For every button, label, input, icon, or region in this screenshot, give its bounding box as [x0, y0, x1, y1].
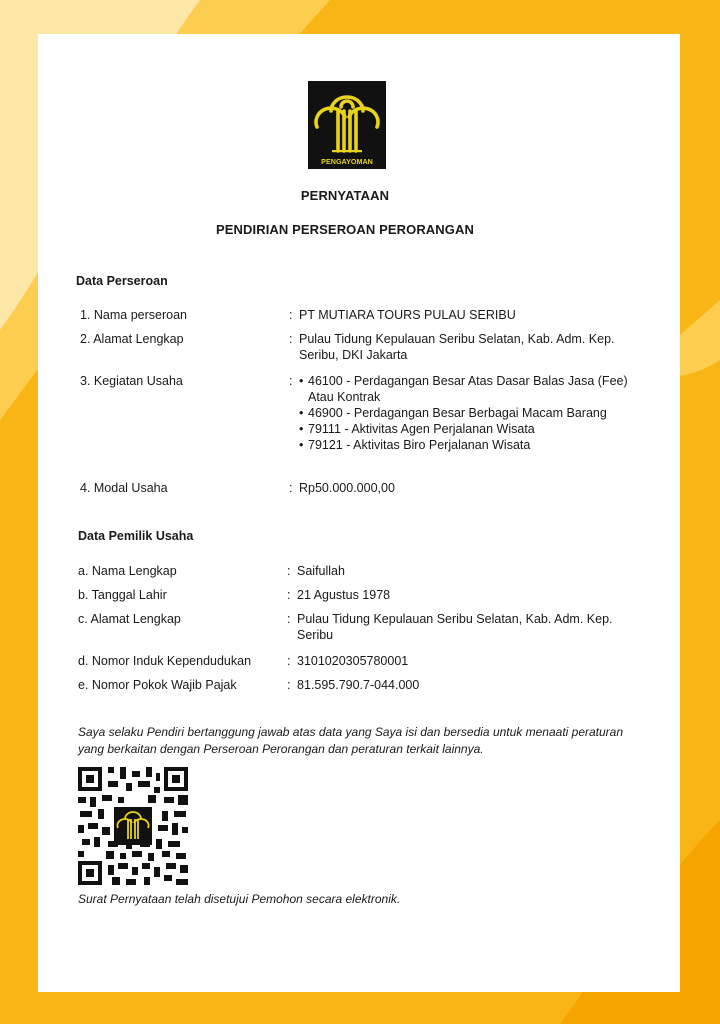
electronic-approval-note: Surat Pernyataan telah disetujui Pemohon secara elektronik.	[78, 892, 401, 906]
owner-name-label: a. Nama Lengkap	[78, 564, 177, 578]
owner-section-title: Data Pemilik Usaha	[78, 529, 194, 543]
separator: :	[289, 332, 293, 346]
owner-birthdate-value: 21 Agustus 1978	[297, 588, 391, 602]
pengayoman-emblem	[308, 81, 386, 169]
owner-address-value: Pulau Tidung Kepulauan Seribu Selatan, Kab. Adm. Kep. Seribu	[297, 612, 613, 642]
activity-item: • 79111 - Aktivitas Agen Perjalanan Wisata	[299, 421, 639, 437]
company-name-value: PT MUTIARA TOURS PULAU SERIBU	[299, 308, 516, 322]
owner-birthdate-label: b. Tanggal Lahir	[78, 588, 167, 602]
owner-nik-value: 3101020305780001	[297, 654, 409, 668]
separator: :	[287, 564, 291, 578]
qr-code-icon	[78, 767, 188, 885]
company-section-title: Data Perseroan	[76, 274, 168, 288]
separator: :	[287, 588, 291, 602]
separator: :	[289, 308, 293, 322]
activity-item: • 46900 - Perdagangan Besar Berbagai Macam Barang	[299, 405, 639, 421]
company-name-label: 1. Nama perseroan	[80, 308, 188, 322]
company-address-label: 2. Alamat Lengkap	[80, 332, 184, 346]
separator: :	[289, 481, 293, 495]
qr-code	[78, 767, 188, 885]
company-activities-label: 3. Kegiatan Usaha	[80, 374, 183, 388]
document-subtitle: PENDIRIAN PERSEROAN PERORANGAN	[216, 222, 474, 237]
separator: :	[289, 374, 293, 388]
emblem-label: PENGAYOMAN	[321, 157, 373, 166]
document-page	[38, 34, 680, 992]
activity-item: • 46100 - Perdagangan Besar Atas Dasar Balas Jasa (Fee) Atau Kontrak	[299, 373, 639, 405]
owner-npwp-label: e. Nomor Pokok Wajib Pajak	[78, 678, 237, 692]
pengayoman-logo-icon	[308, 81, 386, 169]
company-capital-value: Rp50.000.000,00	[299, 481, 395, 495]
activity-item: • 79121 - Aktivitas Biro Perjalanan Wisata	[299, 437, 639, 453]
owner-address-label: c. Alamat Lengkap	[78, 612, 181, 626]
declaration-statement: Saya selaku Pendiri bertanggung jawab atas data yang Saya isi dan bersedia untuk menaati peraturan yang berkaitan dengan Perseroan Perorangan dan peraturan terkait lainnya.	[78, 725, 624, 756]
document-title: PERNYATAAN	[300, 188, 390, 203]
owner-npwp-value: 81.595.790.7-044.000	[297, 678, 420, 692]
separator: :	[287, 654, 291, 668]
company-address-value: Pulau Tidung Kepulauan Seribu Selatan, Kab. Adm. Kep. Seribu, DKI Jakarta	[299, 332, 615, 362]
owner-nik-label: d. Nomor Induk Kependudukan	[78, 654, 252, 668]
separator: :	[287, 678, 291, 692]
activities-list	[299, 373, 639, 453]
owner-name-value: Saifullah	[297, 564, 345, 578]
separator: :	[287, 612, 291, 626]
company-capital-label: 4. Modal Usaha	[80, 481, 168, 495]
